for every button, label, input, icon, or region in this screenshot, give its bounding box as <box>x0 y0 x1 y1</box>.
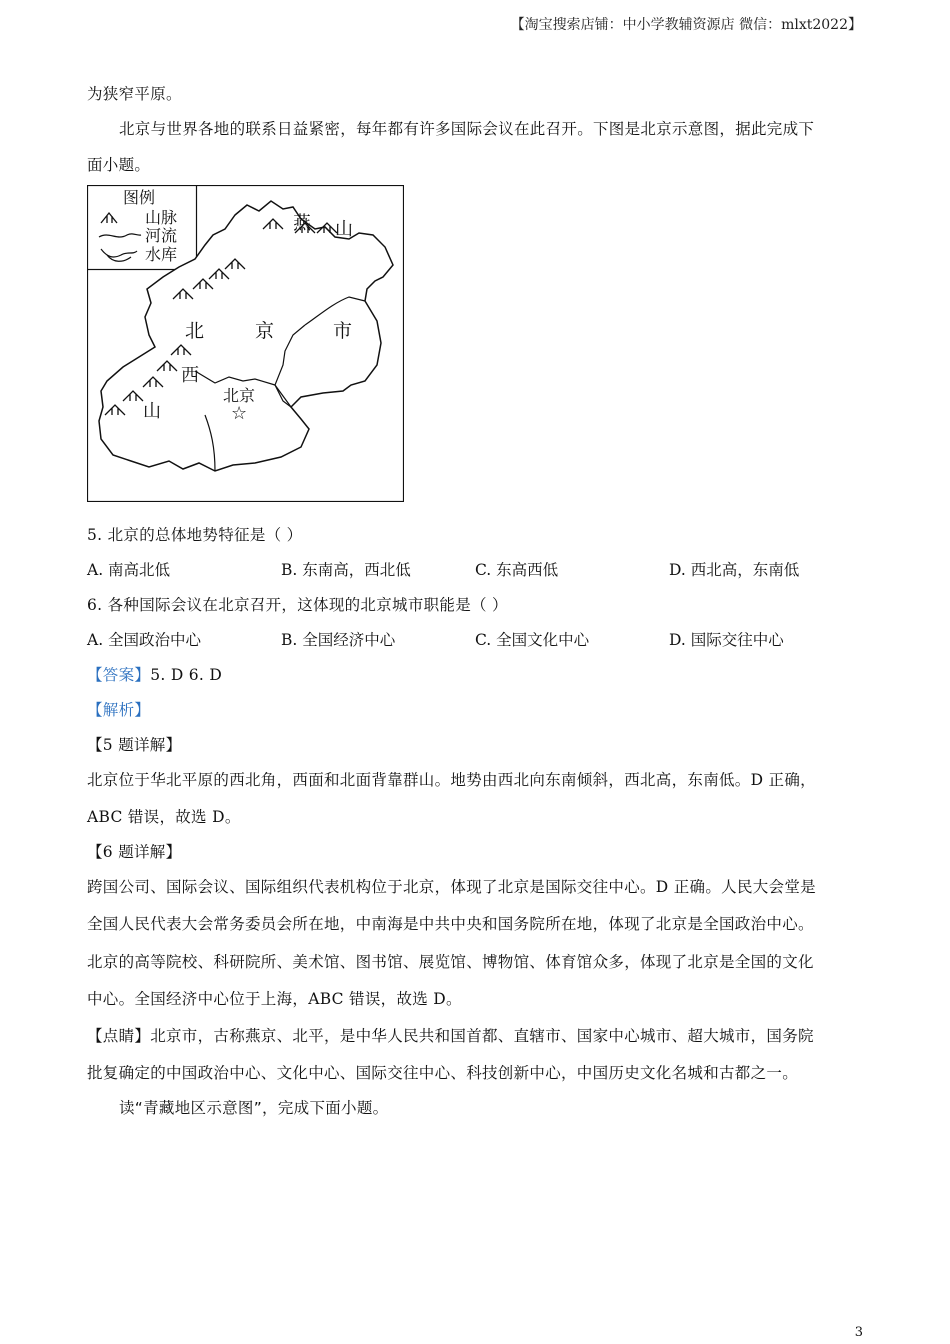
q6-detail-line-3: 北京的高等院校、科研院所、美术馆、图书馆、展览馆、博物馆、体育馆众多，体现了北京是全国的文化 <box>87 953 814 971</box>
q6-detail-line-4: 中心。全国经济中心位于上海，ABC 错误，故选 D。 <box>87 990 462 1008</box>
q5-option-a: A. 南高北低 <box>87 561 171 579</box>
q5-detail-line-2: ABC 错误，故选 D。 <box>87 808 241 826</box>
q5-option-d: D. 西北高，东南低 <box>669 561 800 579</box>
capital-star-icon: ☆ <box>231 403 248 424</box>
dianjing-line-1 <box>87 1024 814 1046</box>
label-shan-west: 山 <box>143 401 161 422</box>
page-number: 3 <box>854 1325 863 1340</box>
dianjing-text-1: 北京市，古称燕京、北平，是中华人民共和国首都、直辖市、国家中心城市、超大城市，国务院 <box>150 1027 814 1045</box>
q5-stem: 5. 北京的总体地势特征是（ ） <box>87 526 303 544</box>
label-yan: 燕 <box>293 213 311 234</box>
label-jing: 京 <box>255 320 275 342</box>
label-xi: 西 <box>181 365 199 386</box>
dianjing-line-2: 批复确定的中国政治中心、文化中心、国际交往中心、科技创新中心，中国历史文化名城和古都之一。 <box>87 1064 799 1082</box>
intro-tail: 为狭窄平原。 <box>87 85 182 103</box>
answer-tag: 【答案】 <box>87 666 151 684</box>
q5-option-c: C. 东高西低 <box>475 561 559 579</box>
beijing-map <box>87 185 404 502</box>
label-shan-north: 山 <box>335 219 353 240</box>
passage-line-1: 北京与世界各地的联系日益紧密，每年都有许多国际会议在此召开。下图是北京示意图，据此完成下 <box>119 120 815 138</box>
q6-option-a: A. 全国政治中心 <box>87 631 202 649</box>
answer-line <box>87 663 222 685</box>
q6-option-b: B. 全国经济中心 <box>281 631 396 649</box>
next-intro: 读“青藏地区示意图”，完成下面小题。 <box>119 1099 389 1117</box>
dianjing-tag: 【点睛】 <box>87 1027 151 1045</box>
label-beijing-city: 北京 <box>223 386 256 405</box>
analysis-tag: 【解析】 <box>87 701 151 719</box>
q6-option-c: C. 全国文化中心 <box>475 631 590 649</box>
legend-reservoir-label: 水库 <box>145 245 178 264</box>
legend-river-label: 河流 <box>145 226 178 245</box>
label-shi: 市 <box>333 320 353 342</box>
q5-detail-line-1: 北京位于华北平原的西北角，西面和北面背靠群山。地势由西北向东南倾斜，西北高，东南低。D 正确， <box>87 771 816 789</box>
answer-text: 5. D 6. D <box>150 666 223 684</box>
passage-line-2: 面小题。 <box>87 156 151 174</box>
q6-stem: 6. 各种国际会议在北京召开，这体现的北京城市职能是（ ） <box>87 596 508 614</box>
page-header: 【淘宝搜索店铺：中小学教辅资源店 微信：mlxt2022】 <box>510 17 862 33</box>
q6-option-d: D. 国际交往中心 <box>669 631 784 649</box>
q5-detail-title: 【5 题详解】 <box>87 736 182 754</box>
q6-detail-title: 【6 题详解】 <box>87 843 182 861</box>
q6-detail-line-2: 全国人民代表大会常务委员会所在地，中南海是中共中央和国务院所在地，体现了北京是全国政治中心。 <box>87 915 814 933</box>
label-bei: 北 <box>185 320 205 342</box>
beijing-map-svg <box>87 185 404 502</box>
q5-option-b: B. 东南高，西北低 <box>281 561 411 579</box>
q6-detail-line-1: 跨国公司、国际会议、国际组织代表机构位于北京，体现了北京是国际交往中心。D 正确。人民大会堂是 <box>87 878 816 896</box>
legend-mountain-label: 山脉 <box>145 208 178 227</box>
legend-title: 图例 <box>123 188 156 207</box>
